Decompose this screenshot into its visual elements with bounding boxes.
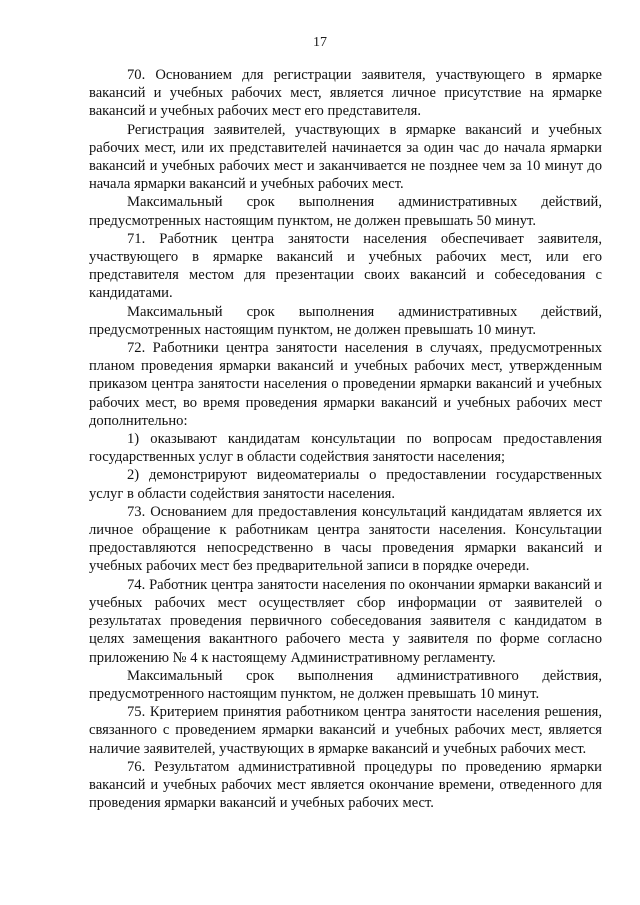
paragraph-70-registration: Регистрация заявителей, участвующих в ярмарке вакансий и учебных рабочих мест, или их представителей начинается за один час до начала ярмарки вакансий и учебных рабочих мест и заканчивается не позднее чем за 10 минут до начала ярмарки вакансий и учебных рабочих мест. <box>89 121 602 193</box>
page-number: 17 <box>313 35 327 50</box>
paragraph-72: 72. Работники центра занятости населения в случаях, предусмотренных планом проведения ярмарки вакансий и учебных рабочих мест, утвержденным приказом центра занятости населения о проведении ярмарки вакансий и учебных рабочих мест, во время проведения ярмарки вакансий и учебных рабочих мест дополнительно: <box>89 340 602 429</box>
paragraph-70: 70. Основанием для регистрации заявителя, участвующего в ярмарке вакансий и учебных рабочих мест, является личное присутствие на ярмарке вакансий и учебных рабочих мест его представителя. <box>89 67 602 120</box>
paragraph-71: 71. Работник центра занятости населения обеспечивает заявителя, участвующего в ярмарке вакансий и учебных рабочих мест, или его представителя местом для презентации своих вакансий и собеседования с кандидатами. <box>89 230 602 302</box>
paragraph-74: 74. Работник центра занятости населения по окончании ярмарки вакансий и учебных рабочих мест осуществляет сбор информации от заявителей о результатах проведения первичного собеседования заявителя с кандидатом в целях замещения вакантного рабочего места у заявителя по форме согласно приложению № 4 к настоящему Административному регламенту. <box>89 576 602 666</box>
paragraph-73: 73. Основанием для предоставления консультаций кандидатам является их личное обращение к работникам центра занятости населения. Консультации предоставляются непосредственно в часы проведения ярмарки вакансий и учебных рабочих мест без предварительной записи в порядке очереди. <box>89 503 602 575</box>
paragraph-75: 75. Критерием принятия работником центра занятости населения решения, связанного с проведением ярмарки вакансий и учебных рабочих мест, является наличие заявителей, участвующих в ярмарке вакансий и учебных рабочих мест. <box>89 704 602 757</box>
paragraph-76: 76. Результатом административной процедуры по проведению ярмарки вакансий и учебных рабочих мест является окончание времени, отведенного для проведения ярмарки вакансий и учебных рабочих мест. <box>89 758 602 812</box>
paragraph-72-item-1: 1) оказывают кандидатам консультации по вопросам предоставления государственных услуг в области содействия занятости населения; <box>89 431 602 466</box>
paragraph-71-max-time: Максимальный срок выполнения административных действий, предусмотренных настоящим пунктом, не должен превышать 10 минут. <box>89 303 602 338</box>
paragraph-70-max-time: Максимальный срок выполнения административных действий, предусмотренных настоящим пунктом, не должен превышать 50 минут. <box>89 194 602 229</box>
paragraph-72-item-2: 2) демонстрируют видеоматериалы о предоставлении государственных услуг в области содействия занятости населения. <box>89 467 602 502</box>
paragraph-74-max-time: Максимальный срок выполнения административного действия, предусмотренного настоящим пунктом, не должен превышать 10 минут. <box>89 667 602 702</box>
document-body <box>89 66 602 812</box>
